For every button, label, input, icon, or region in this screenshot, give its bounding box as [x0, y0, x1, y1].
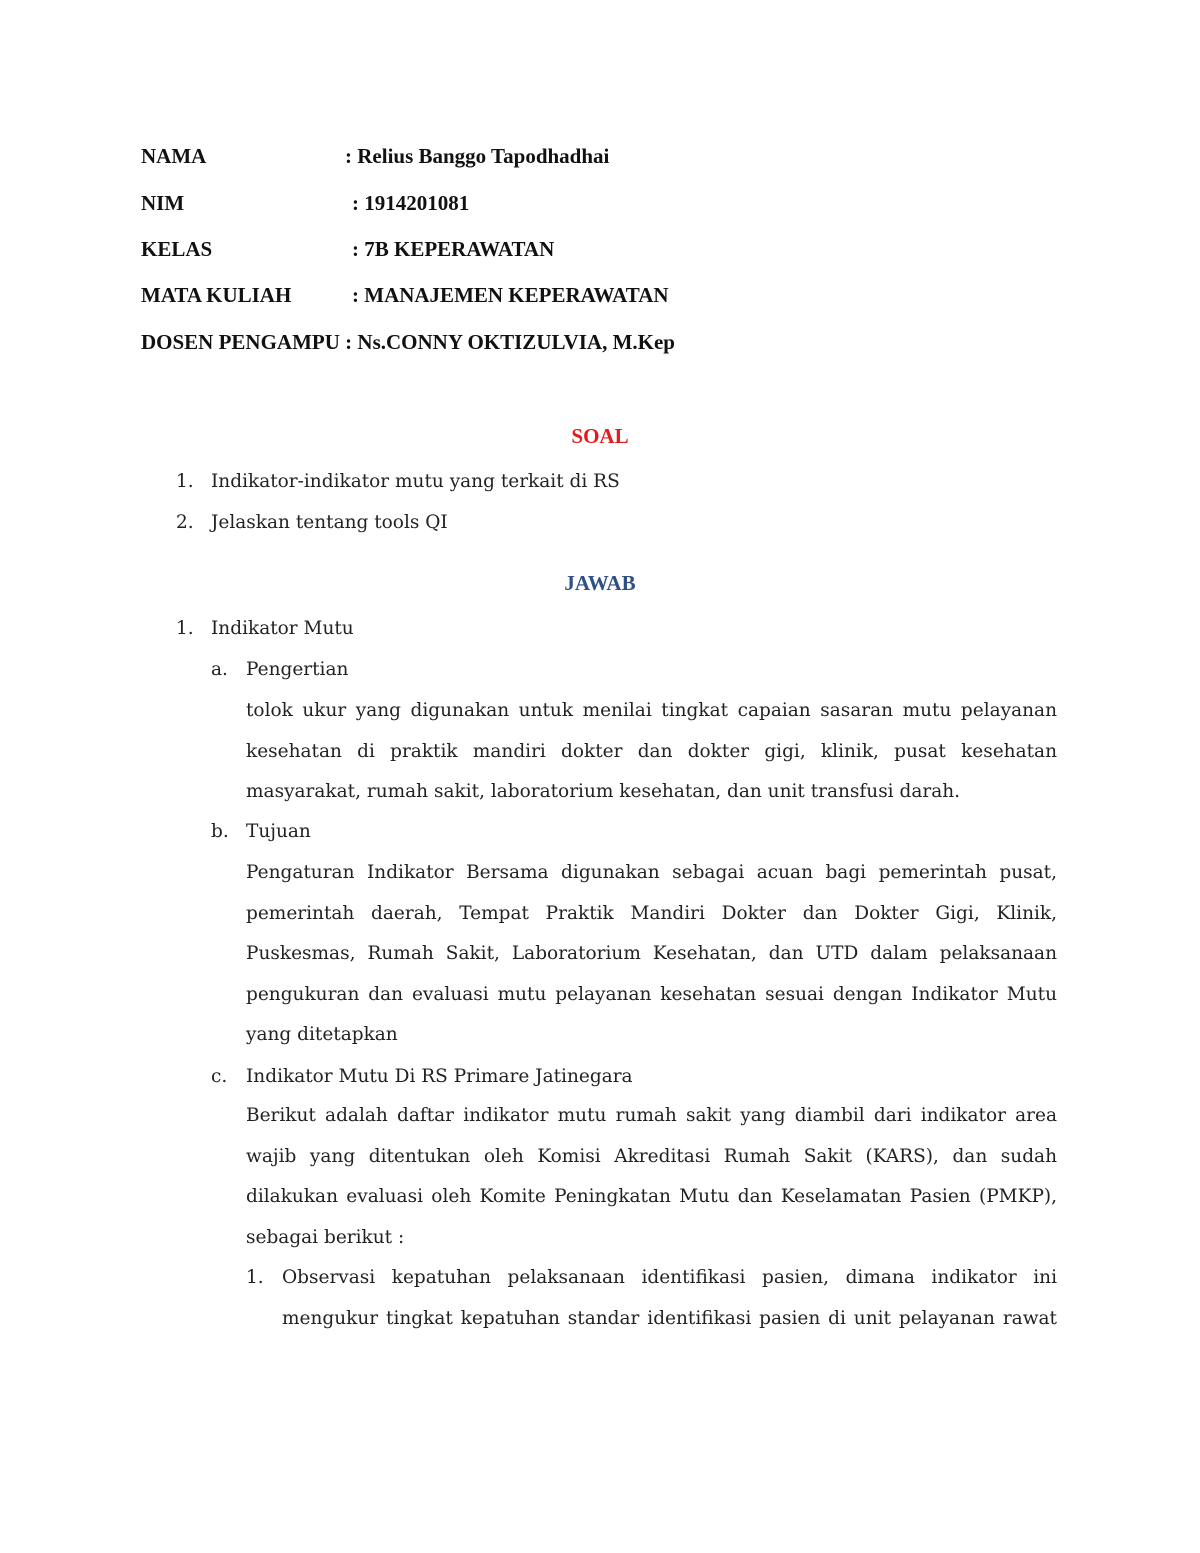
- sub-c-letter: c.: [211, 1066, 228, 1087]
- sub-c-list-item-1-text: Observasi kepatuhan pelaksanaan identifikasi pasien, dimana indikator ini mengukur tingkat kepatuhan standar identifikasi pasien di unit pelayanan rawat: [282, 1267, 1057, 1329]
- nim-label: NIM: [141, 191, 185, 215]
- jawab-heading: JAWAB: [564, 571, 636, 595]
- soal-heading: SOAL: [571, 424, 629, 448]
- matkul-label: MATA KULIAH: [141, 283, 292, 307]
- soal-item-2-num: 2.: [176, 512, 194, 533]
- jawab-item-1-num: 1.: [176, 618, 194, 639]
- sub-b-title: Tujuan: [246, 821, 311, 842]
- jawab-item-1-text: Indikator Mutu: [211, 618, 354, 639]
- sub-c-list-item-1-num: 1.: [246, 1267, 264, 1288]
- sub-c-body: Berikut adalah daftar indikator mutu rumah sakit yang diambil dari indikator area wajib yang ditentukan oleh Komisi Akreditasi Rumah Sakit (KARS), dan sudah dilakukan evaluasi oleh Komite Peningkatan Mutu dan Keselamatan Pasien (PMKP), sebagai berikut :: [246, 1105, 1057, 1248]
- soal-item-1-text: Indikator-indikator mutu yang terkait di RS: [211, 471, 620, 492]
- kelas-value: : 7B KEPERAWATAN: [352, 237, 555, 261]
- sub-a-title: Pengertian: [246, 659, 349, 680]
- sub-a-letter: a.: [211, 659, 228, 680]
- matkul-value: : MANAJEMEN KEPERAWATAN: [352, 283, 669, 307]
- sub-a-body: tolok ukur yang digunakan untuk menilai tingkat capaian sasaran mutu pelayanan kesehatan di praktik mandiri dokter dan dokter gigi, klinik, pusat kesehatan masyarakat, rumah sakit, laboratorium kesehatan, dan unit transfusi darah.: [246, 700, 1057, 802]
- sub-b-letter: b.: [211, 821, 229, 842]
- nama-label: NAMA: [141, 144, 207, 168]
- nama-value: : Relius Banggo Tapodhadhai: [345, 144, 610, 168]
- dosen-text: DOSEN PENGAMPU : Ns.CONNY OKTIZULVIA, M.Kep: [141, 330, 675, 354]
- nim-value: : 1914201081: [352, 191, 470, 215]
- kelas-label: KELAS: [141, 237, 213, 261]
- soal-item-2-text: Jelaskan tentang tools QI: [211, 512, 448, 533]
- sub-c-title: Indikator Mutu Di RS Primare Jatinegara: [246, 1066, 633, 1087]
- sub-b-body: Pengaturan Indikator Bersama digunakan sebagai acuan bagi pemerintah pusat, pemerintah daerah, Tempat Praktik Mandiri Dokter dan Dokter Gigi, Klinik, Puskesmas, Rumah Sakit, Laboratorium Kesehatan, dan UTD dalam pelaksanaan pengukuran dan evaluasi mutu pelayanan kesehatan sesuai dengan Indikator Mutu yang ditetapkan: [246, 862, 1057, 1045]
- soal-item-1-num: 1.: [176, 471, 194, 492]
